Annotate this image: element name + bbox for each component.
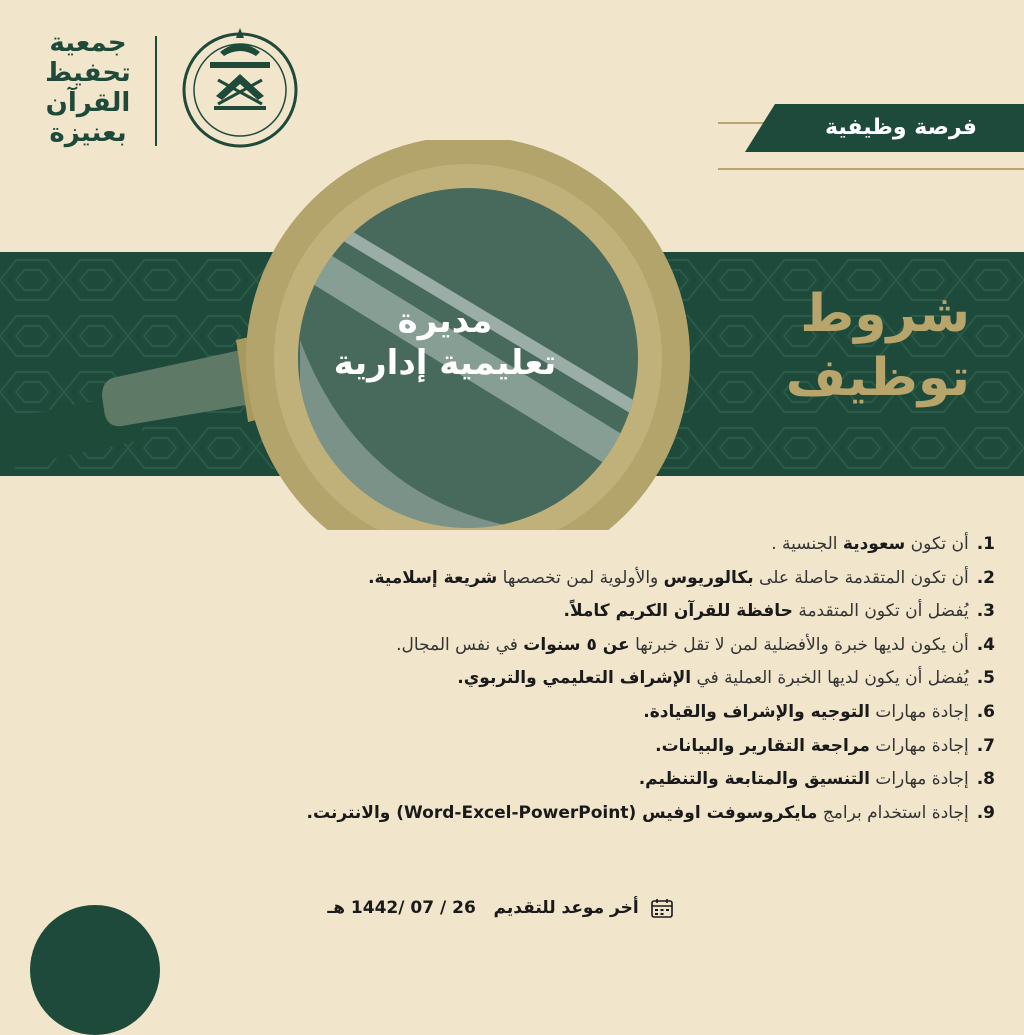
requirement-item [150,696,995,730]
requirement-item [150,595,995,629]
requirement-item [150,730,995,764]
requirement-segment: إجادة مهارات [869,735,969,756]
deadline-label: أخر موعد للتقديم [493,898,639,918]
requirement-emphasis: مايكروسوفت اوفيس (Word-Excel-PowerPoint) والانترنت. [306,802,818,823]
requirement-item [150,797,995,831]
organization-name [28,28,148,148]
requirement-segment: والأولوية لمن تخصصها [497,567,664,588]
requirement-text [771,534,968,554]
requirement-emphasis: سعودية [842,534,906,554]
requirement-number: 6. [976,701,995,722]
requirement-number: 7. [976,735,995,756]
requirement-item [150,528,995,562]
requirement-text [639,769,969,789]
requirement-segment: أن تكون المتقدمة حاصلة على [753,567,969,588]
decorative-circle [30,905,160,1035]
requirement-emphasis: حافظة للقرآن الكريم كاملاً. [563,601,793,622]
requirement-text [655,736,969,756]
requirement-emphasis: التنسيق والمتابعة والتنظيم. [638,769,870,790]
organization-name-line: القرآن [45,88,131,118]
requirement-segment: الجنسية . [771,534,843,554]
requirement-text [368,568,969,588]
requirement-segment: في نفس المجال. [396,634,524,655]
quran-seal-icon [170,22,310,152]
requirement-emphasis: شريعة إسلامية. [368,567,498,588]
position-title-line: تعليمية إدارية [333,343,557,383]
requirement-number: 9. [976,802,995,823]
requirement-emphasis: بكالوريوس [663,567,754,588]
requirement-segment: يُفضل أن تكون المتقدمة [792,601,969,622]
job-tag-label: فرصة وظيفية [825,115,977,140]
requirement-number: 2. [976,567,995,588]
calendar-icon [651,898,673,918]
requirement-segment: أن يكون لديها خبرة والأفضلية لمن لا تقل خبرتها [629,634,969,655]
organization-name-line: تحفيظ [45,58,131,88]
requirement-emphasis: التوجيه والإشراف والقيادة. [643,701,870,722]
headline-line: توظيف [785,348,970,408]
requirement-segment: إجادة استخدام برامج [817,802,969,823]
requirement-segment: إجادة مهارات [869,701,969,722]
requirement-number: 1. [976,534,995,554]
requirement-emphasis: الإشراف التعليمي والتربوي. [457,668,692,689]
organization-name-line: جمعية [49,28,127,58]
requirement-number: 4. [976,634,995,655]
requirement-item [150,629,995,663]
requirement-emphasis: مراجعة التقارير والبيانات. [655,735,870,756]
requirement-segment: يُفضل أن يكون لديها الخبرة العملية في [691,668,969,689]
requirement-emphasis: عن ٥ سنوات [523,634,630,655]
requirement-text [564,601,969,621]
requirement-item [150,662,995,696]
logo-divider [155,36,157,146]
headline [760,282,970,410]
headline-line: شروط [800,284,970,344]
requirement-segment: إجادة مهارات [869,769,969,790]
position-title [330,300,560,384]
requirement-item [150,562,995,596]
requirement-text [396,635,969,655]
requirements-list [150,528,995,830]
position-title-line: مديرة [397,301,493,341]
requirement-item [150,763,995,797]
requirement-number: 8. [976,769,995,790]
requirement-text [307,803,969,823]
deadline-date: 26 / 07 /1442 هـ [327,898,476,918]
requirement-text [457,668,968,688]
requirement-text [643,702,968,722]
application-deadline [300,896,700,920]
requirement-segment: أن تكون [905,534,969,554]
requirement-number: 3. [976,601,995,622]
organization-name-line: بعنيزة [49,118,127,148]
requirement-number: 5. [976,668,995,689]
